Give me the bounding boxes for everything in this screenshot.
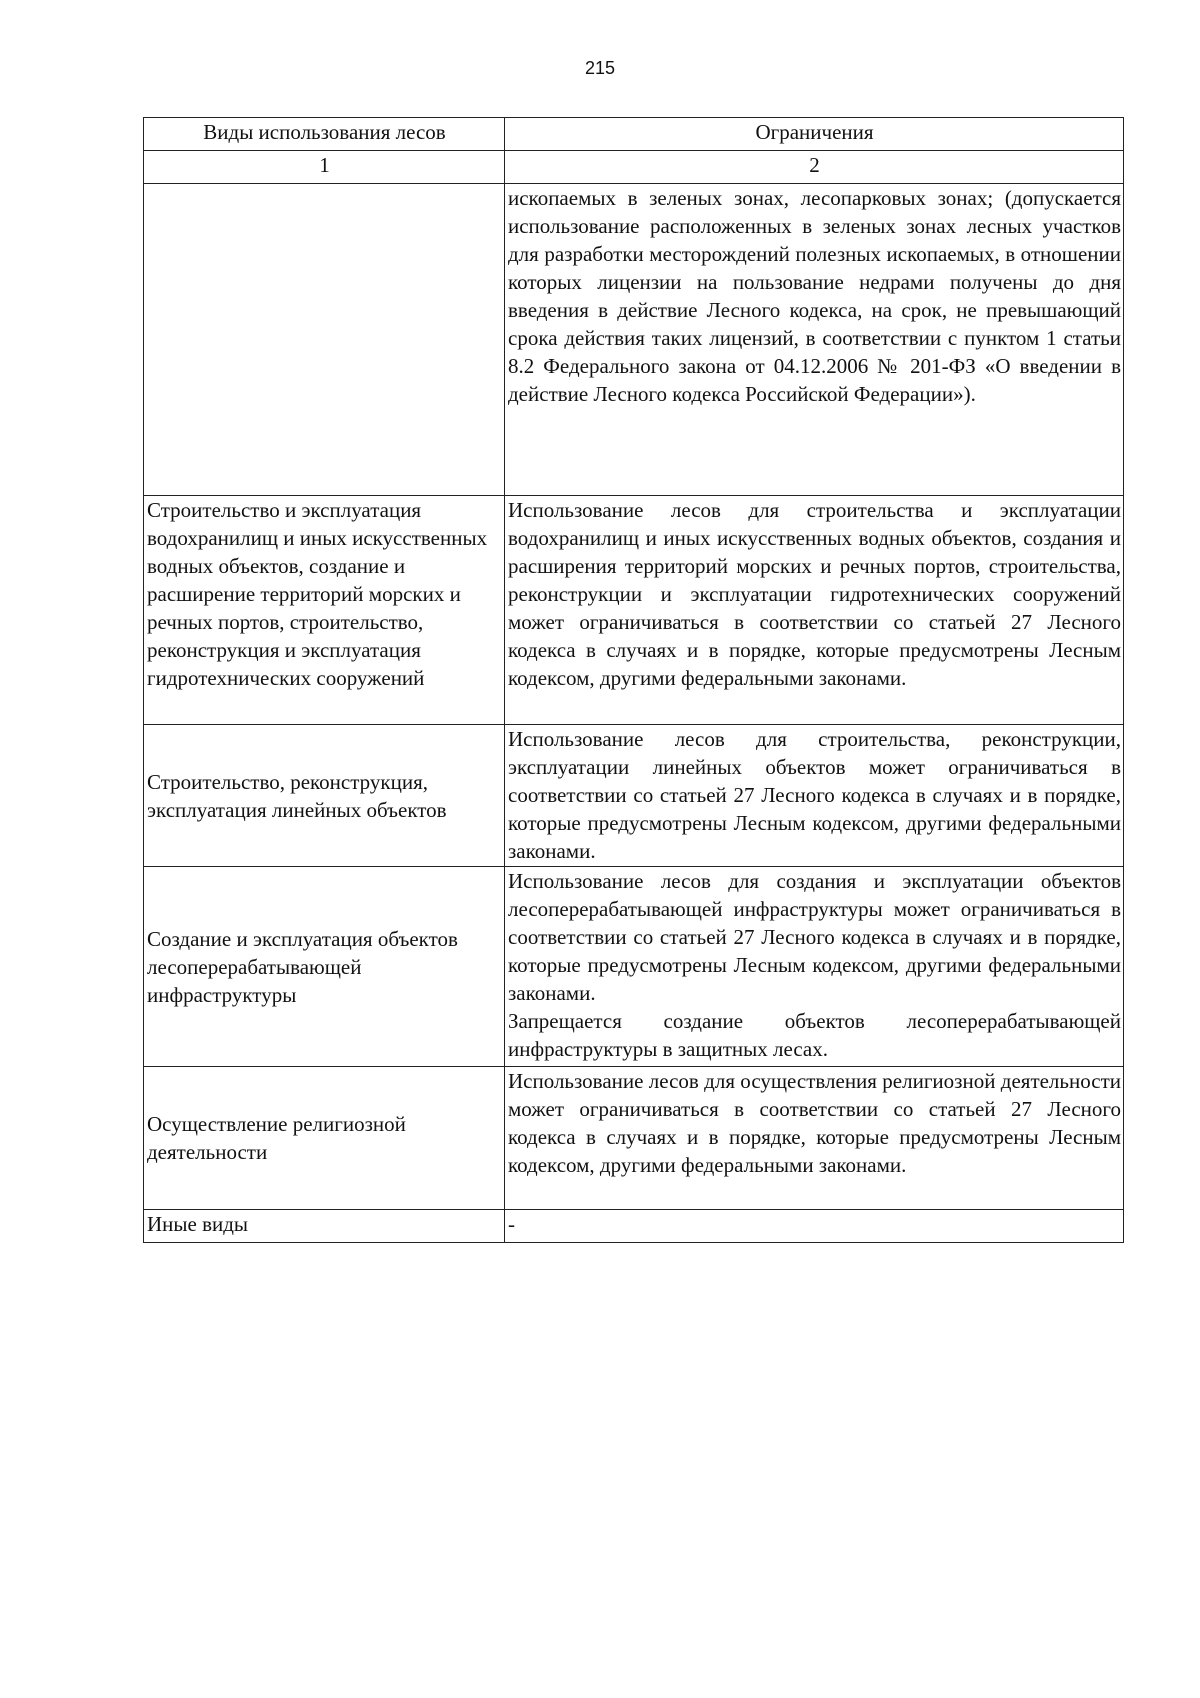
column-number-row xyxy=(144,151,1124,184)
header-forest-use-kinds: Виды использования лесов xyxy=(144,118,505,151)
restriction-cell xyxy=(505,1210,1124,1243)
column-number-1: 1 xyxy=(144,151,505,184)
table-header-row xyxy=(144,118,1124,151)
column-number-2: 2 xyxy=(505,151,1124,184)
table-row-water-objects xyxy=(144,496,1124,725)
restriction-text: ископаемых в зеленых зонах, лесопарковых зонах; (допускается использование расположенных в зеленых зонах лесных участков для разработки месторождений полезных ископаемых, в отношении которых лицензии на пользование недрами получены до дня введения в действие Лесного кодекса, на срок, не превышающий срока действия таких лицензий, в соответствии с пунктом 1 статьи 8.2 Федерального закона от 04.12.2006 № 201-ФЗ «О введении в действие Лесного кодекса Российской Федерации»). xyxy=(508,186,1121,406)
restriction-cell xyxy=(505,867,1124,1067)
table-row-linear-objects xyxy=(144,725,1124,867)
header-restrictions: Ограничения xyxy=(505,118,1124,151)
restriction-text: Запрещается создание объектов лесоперерабатывающей инфраструктуры в защитных лесах. xyxy=(508,1009,1121,1061)
table-row-continuation xyxy=(144,184,1124,496)
restriction-text: - xyxy=(508,1212,515,1236)
restriction-cell xyxy=(505,184,1124,496)
restriction-text: Использование лесов для строительства, реконструкции, эксплуатации линейных объектов может ограничиваться в соответствии со статьей 27 Лесного кодекса в случаях и в порядке, которые предусмотрены Лесным кодексом, другими федеральными законами. xyxy=(508,727,1121,863)
kind-cell: Создание и эксплуатация объектов лесоперерабатывающей инфраструктуры xyxy=(144,867,505,1067)
kind-cell: Строительство, реконструкция, эксплуатация линейных объектов xyxy=(144,725,505,867)
kind-cell: Осуществление религиозной деятельности xyxy=(144,1067,505,1210)
kind-cell: Иные виды xyxy=(144,1210,505,1243)
table-row-wood-processing xyxy=(144,867,1124,1067)
kind-cell xyxy=(144,184,505,496)
restriction-text: Использование лесов для создания и эксплуатации объектов лесоперерабатывающей инфраструктуры может ограничиваться в соответствии со статьей 27 Лесного кодекса в случаях и в порядке, которые предусмотрены Лесным кодексом, другими федеральными законами. xyxy=(508,869,1121,1005)
table-row-other-kinds xyxy=(144,1210,1124,1243)
table-row-religious-activity xyxy=(144,1067,1124,1210)
restriction-cell xyxy=(505,496,1124,725)
page-number: 215 xyxy=(584,58,616,78)
restriction-cell xyxy=(505,1067,1124,1210)
forest-use-restrictions-table xyxy=(143,117,1124,1243)
kind-cell: Строительство и эксплуатация водохранилищ и иных искусственных водных объектов, создание и расширение территорий морских и речных портов, строительство, реконструкция и эксплуатация гидротехнических сооружений xyxy=(144,496,505,725)
restriction-text: Использование лесов для осуществления религиозной деятельности может ограничиваться в соответствии со статьей 27 Лесного кодекса в случаях и в порядке, которые предусмотрены Лесным кодексом, другими федеральными законами. xyxy=(508,1069,1121,1177)
restriction-text: Использование лесов для строительства и эксплуатации водохранилищ и иных искусственных водных объектов, создания и расширения территорий морских и речных портов, строительства, реконструкции и эксплуатации гидротехнических сооружений может ограничиваться в соответствии со статьей 27 Лесного кодекса в случаях и в порядке, которые предусмотрены Лесным кодексом, другими федеральными законами. xyxy=(508,498,1121,690)
restriction-cell xyxy=(505,725,1124,867)
